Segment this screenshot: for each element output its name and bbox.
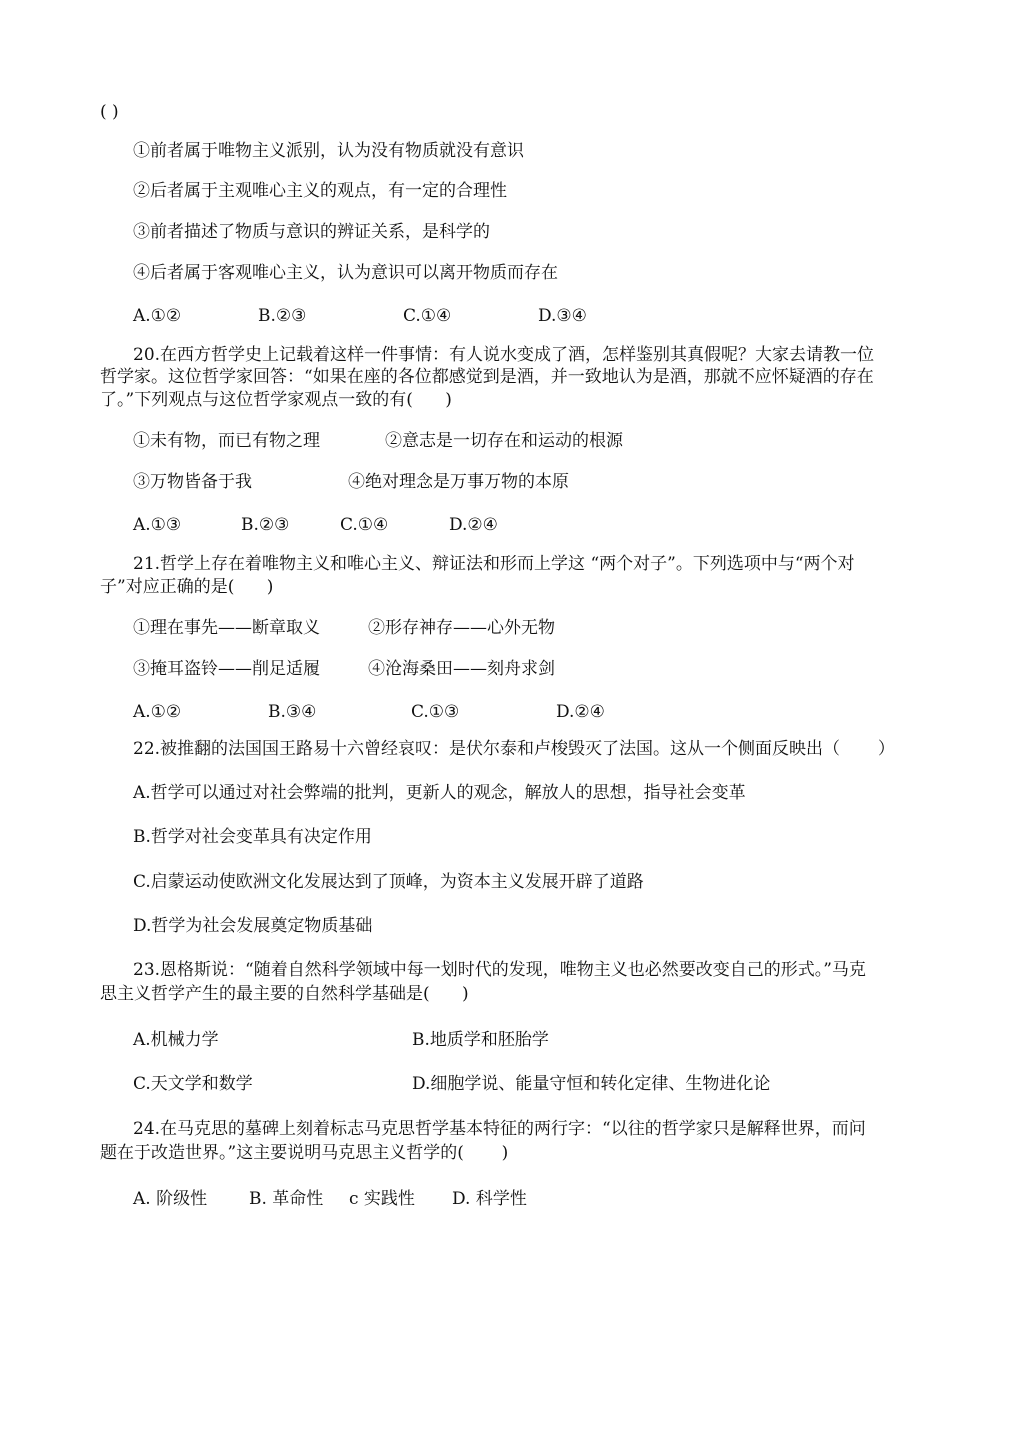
q23-option-b: B.地质学和胚胎学 [412,1030,549,1050]
q23-option-a: A.机械力学 [133,1030,219,1050]
q21-statement-1: ①理在事先——断章取义 [133,618,320,638]
q21-option-d: D.②④ [556,702,605,722]
q24-option-a: A. 阶级性 [133,1189,208,1209]
q21-statement-2: ②形存神存——心外无物 [368,618,555,638]
q21-option-c: C.①③ [411,702,460,722]
q24-stem-line-1: 24.在马克思的墓碑上刻着标志马克思哲学基本特征的两行字：“以往的哲学家只是解释世界，而问 [133,1119,866,1139]
q20-statement-1: ①未有物，而已有物之理 [133,431,320,451]
q20-option-d: D.②④ [449,515,498,535]
q19-statement-1: ①前者属于唯物主义派别，认为没有物质就没有意识 [133,141,524,161]
q19-option-c: C.①④ [403,306,452,326]
q20-statement-3: ③万物皆备于我 [133,472,252,492]
q19-option-d: D.③④ [538,306,587,326]
q20-stem-line-1: 20.在西方哲学史上记载着这样一件事情：有人说水变成了酒，怎样鉴别其真假呢？大家去请教一位 [133,345,875,365]
q21-option-b: B.③④ [268,702,317,722]
q20-statement-2: ②意志是一切存在和运动的根源 [385,431,623,451]
q20-option-b: B.②③ [241,515,290,535]
q21-statement-3: ③掩耳盗铃——削足适履 [133,659,320,679]
q20-statement-4: ④绝对理念是万事万物的本原 [348,472,569,492]
q22-option-d: D.哲学为社会发展奠定物质基础 [133,916,373,936]
q24-option-b: B. 革命性 [249,1189,324,1209]
q19-option-a: A.①② [133,306,182,326]
q20-option-c: C.①④ [340,515,389,535]
q20-option-a: A.①③ [133,515,182,535]
q24-option-d: D. 科学性 [452,1189,527,1209]
q21-statement-4: ④沧海桑田——刻舟求剑 [368,659,555,679]
q19-answer-paren: ( ) [100,102,119,122]
q23-option-c: C.天文学和数学 [133,1074,253,1094]
q24-option-c: c 实践性 [349,1189,415,1209]
q19-option-b: B.②③ [258,306,307,326]
q21-stem-line-1: 21.哲学上存在着唯物主义和唯心主义、辩证法和形而上学这 “两个对子”。下列选项中与“两个对 [133,554,855,574]
q19-statement-4: ④后者属于客观唯心主义，认为意识可以离开物质而存在 [133,263,558,283]
q22-option-b: B.哲学对社会变革具有决定作用 [133,827,372,847]
q23-stem-line-2: 思主义哲学产生的最主要的自然科学基础是( ) [100,984,469,1004]
q19-statement-3: ③前者描述了物质与意识的辨证关系，是科学的 [133,222,490,242]
q22-option-c: C.启蒙运动使欧洲文化发展达到了顶峰，为资本主义发展开辟了道路 [133,872,644,892]
q22-stem-line-1: 22.被推翻的法国国王路易十六曾经哀叹：是伏尔泰和卢梭毁灭了法国。这从一个侧面反映出（ ） [133,739,895,759]
q20-stem-line-3: 了。”下列观点与这位哲学家观点一致的有( ) [100,390,452,410]
q21-stem-line-2: 子”对应正确的是( ) [100,577,274,597]
q19-statement-2: ②后者属于主观唯心主义的观点，有一定的合理性 [133,181,507,201]
q23-option-d: D.细胞学说、能量守恒和转化定律、生物进化论 [412,1074,771,1094]
q21-option-a: A.①② [133,702,182,722]
q22-option-a: A.哲学可以通过对社会弊端的批判，更新人的观念，解放人的思想，指导社会变革 [133,783,746,803]
q20-stem-line-2: 哲学家。这位哲学家回答：“如果在座的各位都感觉到是酒，并一致地认为是酒，那就不应怀疑酒的存在 [100,367,874,387]
q23-stem-line-1: 23.恩格斯说：“随着自然科学领域中每一划时代的发现，唯物主义也必然要改变自己的形式。”马克 [133,960,866,980]
q24-stem-line-2: 题在于改造世界。”这主要说明马克思主义哲学的( ) [100,1143,509,1163]
